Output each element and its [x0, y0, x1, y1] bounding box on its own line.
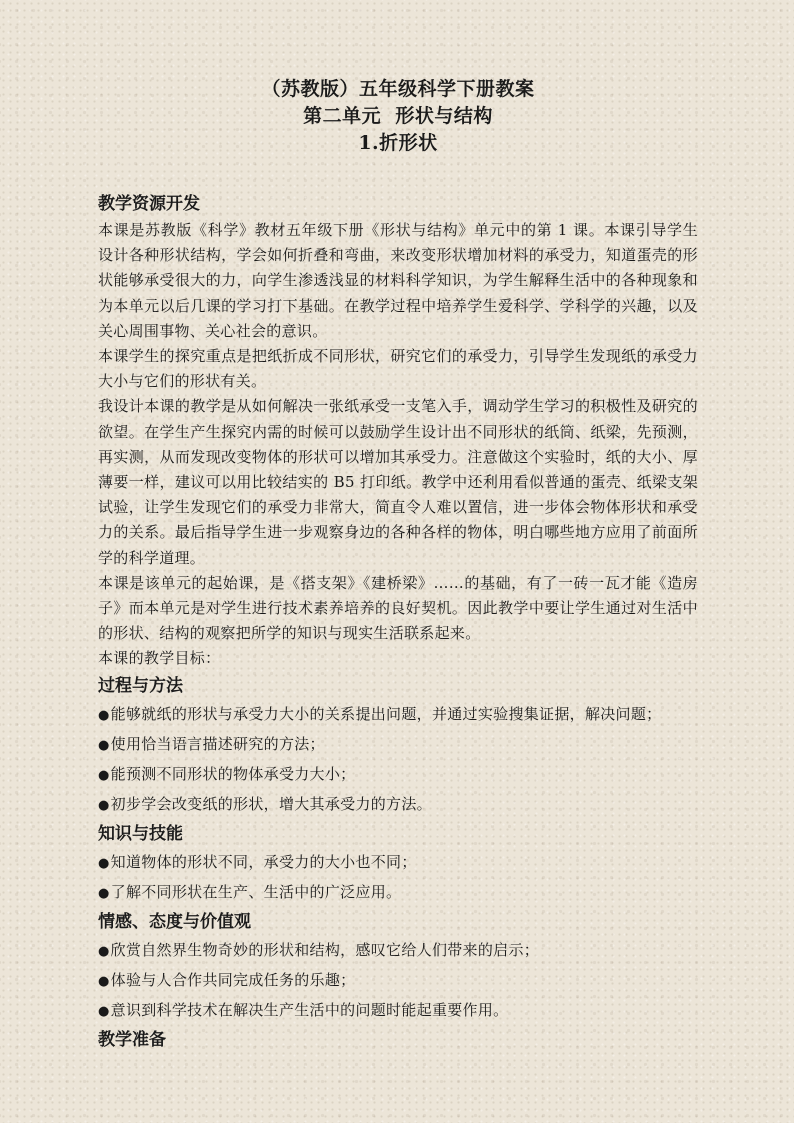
bullet-icon: ● [98, 1003, 110, 1019]
list-item: ●体验与人合作共同完成任务的乐趣； [98, 970, 356, 989]
paragraph: 本课学生的探究重点是把纸折成不同形状，研究它们的承受力，引导学生发现纸的承受力大小与它们的形状有关。 [98, 347, 698, 391]
title-block [98, 76, 698, 157]
section-heading-resource: 教学资源开发 [98, 194, 200, 214]
section-heading-prep: 教学准备 [98, 1029, 166, 1050]
paragraph: 本课是该单元的起始课，是《搭支架》《建桥梁》……的基础，有了一砖一瓦才能《造房子》而本单元是对学生进行技术素养培养的良好契机。因此教学中要让学生通过对生活中的形状、结构的观察把所学的知识与现实生活联系起来。 [98, 573, 698, 643]
list-item: ●了解不同形状在生产、生活中的广泛应用。 [98, 882, 402, 901]
list-item: ●知道物体的形状不同，承受力的大小也不同； [98, 852, 417, 871]
list-item: ●初步学会改变纸的形状，增大其承受力的方法。 [98, 794, 432, 813]
list-item: ●使用恰当语言描述研究的方法； [98, 734, 325, 753]
list-item: ●欣赏自然界生物奇妙的形状和结构，感叹它给人们带来的启示； [98, 940, 540, 959]
section-heading-emotion: 情感、态度与价值观 [98, 911, 251, 932]
document-page [98, 76, 698, 1054]
lesson-title: 1.折形状 [358, 132, 438, 154]
section-heading-knowledge: 知识与技能 [98, 823, 183, 844]
paragraph: 本课的教学目标： [98, 649, 221, 668]
paragraph: 我设计本课的教学是从如何解决一张纸承受一支笔入手，调动学生学习的积极性及研究的欲望。在学生产生探究内需的时候可以鼓励学生设计出不同形状的纸筒、纸梁，先预测，再实测，从而发现改变物体的形状可以增加其承受力。注意做这个实验时，纸的大小、厚薄要一样，建议可以用比较结实的 B5 打印纸。教学中还利用看似普通的蛋壳、纸梁支架试验，让学生发现它们的承受力非常大，简直令人难以置信，进一步体会物体形状和承受力的关系。最后指导学生进一步观察身边的各种各样的物体，明白哪些地方应用了前面所学的科学道理。 [98, 397, 698, 567]
document-title: （苏教版）五年级科学下册教案 [261, 78, 535, 100]
bullet-icon: ● [98, 885, 110, 901]
unit-title: 第二单元 形状与结构 [303, 105, 493, 127]
bullet-icon: ● [98, 943, 110, 959]
bullet-icon: ● [98, 767, 110, 783]
section-heading-process: 过程与方法 [98, 675, 183, 696]
bullet-icon: ● [98, 797, 110, 813]
bullet-icon: ● [98, 707, 110, 723]
list-item: ●能够就纸的形状与承受力大小的关系提出问题，并通过实验搜集证据，解决问题； [98, 704, 662, 723]
bullet-icon: ● [98, 737, 110, 753]
paragraph: 本课是苏教版《科学》教材五年级下册《形状与结构》单元中的第 1 课。本课引导学生设计各种形状结构，学会如何折叠和弯曲，来改变形状增加材料的承受力，知道蛋壳的形状能够承受很大的力，向学生渗透浅显的材料科学知识，为学生解释生活中的各种现象和为本单元以后几课的学习打下基础。在教学过程中培养学生爱科学、学科学的兴趣，以及关心周围事物、关心社会的意识。 [98, 221, 698, 340]
bullet-icon: ● [98, 973, 110, 989]
list-item: ●能预测不同形状的物体承受力大小； [98, 764, 356, 783]
list-item: ●意识到科学技术在解决生产生活中的问题时能起重要作用。 [98, 1000, 509, 1019]
bullet-icon: ● [98, 855, 110, 871]
